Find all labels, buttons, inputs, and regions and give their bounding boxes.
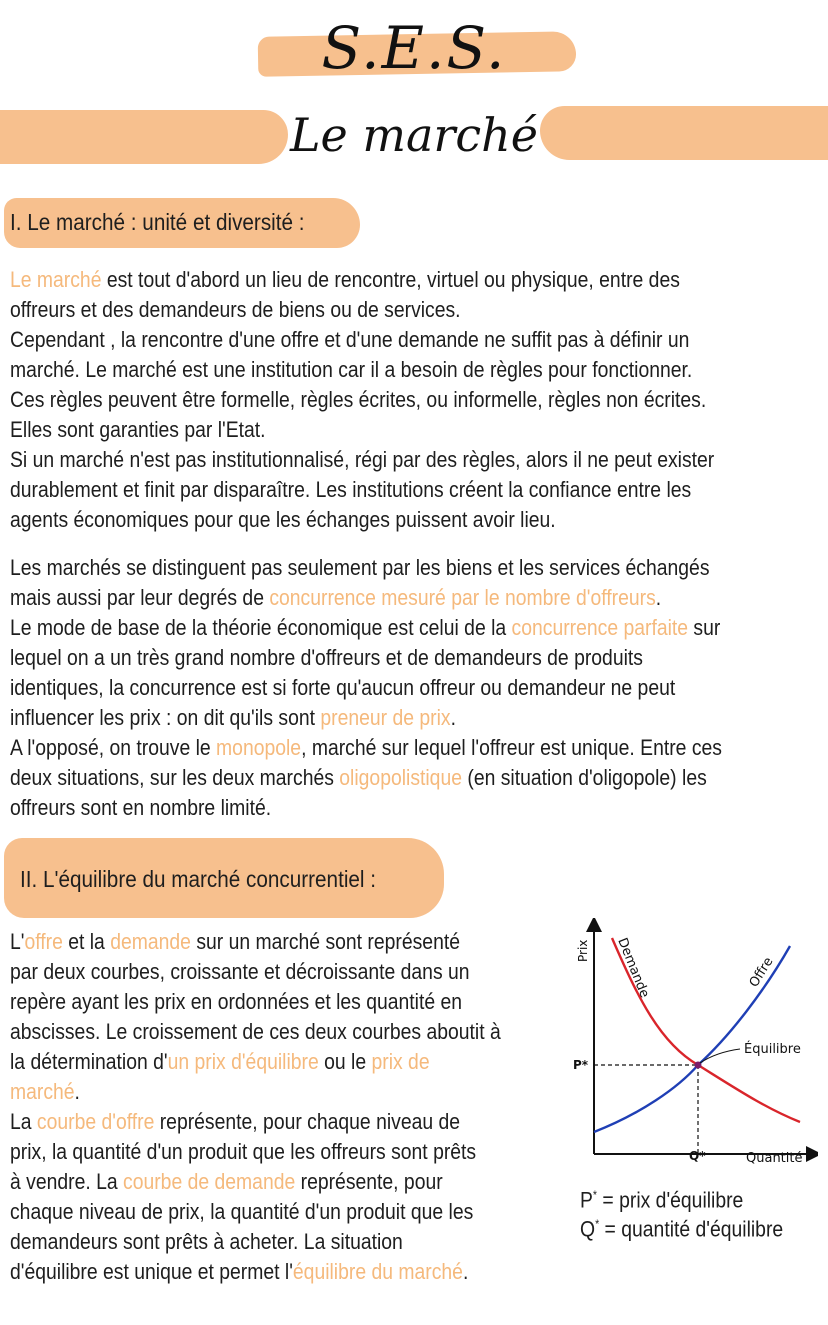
demand-label: Demande xyxy=(614,935,652,1001)
term-concurrence-parfaite: concurrence parfaite xyxy=(511,615,689,640)
page-title: S.E.S. xyxy=(321,14,507,82)
quantity-tick-label: Q* xyxy=(689,1149,706,1163)
term-le-marche: Le marché xyxy=(10,267,102,292)
term-oligopolistique: oligopolistique xyxy=(339,765,462,790)
term-monopole: monopole xyxy=(216,735,302,760)
x-axis-label: Quantité xyxy=(746,1151,803,1166)
supply-demand-chart xyxy=(560,918,818,1172)
chart-legend-quantity: Q* = quantité d'équilibre xyxy=(580,1216,784,1242)
page-subtitle: Le marché xyxy=(289,108,539,162)
term-demande: demande xyxy=(110,929,191,954)
section1-paragraph2: Les marchés se distinguent pas seulement par les biens et les services échangés mais aussi par leur degrés de concurrence mesuré par le nombre d'offreurs. Le mode de base de la théorie économique est celui de la concurrence parfaite sur lequel on a un très grand nombre d'offreurs et de demandeurs de produits identiques, la concurrence est si forte qu'aucun offreur ou demandeur ne peut influencer les prix : on dit qu'ils sont preneur de prix. A l'opposé, on trouve le monopole, marché sur lequel l'offreur est unique. Entre ces deux situations, sur les deux marchés oligopolistique (en situation d'oligopole) les offreurs sont en nombre limité. xyxy=(10,555,722,820)
term-courbe-offre: courbe d'offre xyxy=(36,1109,155,1134)
term-courbe-demande: courbe de demande xyxy=(123,1169,296,1194)
section1-title: I. Le marché : unité et diversité : xyxy=(10,209,305,235)
supply-label: Offre xyxy=(746,954,777,991)
term-equilibre-marche: équilibre du marché xyxy=(292,1259,463,1284)
section2-title: II. L'équilibre du marché concurrentiel : xyxy=(20,866,377,892)
term-prix-equilibre: un prix d'équilibre xyxy=(167,1049,319,1074)
term-prix-de: prix de xyxy=(371,1049,430,1074)
term-marche: marché xyxy=(10,1079,75,1104)
term-offre: offre xyxy=(24,929,63,954)
equilibrium-label: Équilibre xyxy=(744,1042,801,1057)
price-tick-label: P* xyxy=(573,1058,589,1072)
term-concurrence-mesuree: concurrence mesuré par le nombre d'offreurs xyxy=(269,585,656,610)
y-axis-label: Prix xyxy=(576,939,590,962)
section1-paragraph1: Le marché est tout d'abord un lieu de rencontre, virtuel ou physique, entre des offreurs et des demandeurs de biens ou de services. Cependant , la rencontre d'une offre et d'une demande ne suffit pas à définir un marché. Le marché est une institution car il a besoin de règles pour fonctionner. Ces règles peuvent être formelle, règles écrites, ou informelle, règles non écrites. Elles sont garanties par l'Etat. Si un marché n'est pas institutionnalisé, régi par des règles, alors il ne peut exister durablement et finit par disparaître. Les institutions créent la confiance entre les agents économiques pour que les échanges puissent avoir lieu. xyxy=(10,267,715,532)
term-preneur-de-prix: preneur de prix xyxy=(320,705,451,730)
section2-paragraph: L'offre et la demande sur un marché sont représenté par deux courbes, croissante et décroissante dans un repère ayant les prix en ordonnées et les quantité en abscisses. Le croissement de ces deux courbes aboutit à la détermination d'un prix d'équilibre ou le prix de marché. La courbe d'offre représente, pour chaque niveau de prix, la quantité d'un produit que les offreurs sont prêts à vendre. La courbe de demande représente, pour chaque niveau de prix, la quantité d'un produit que les demandeurs sont prêts à acheter. La situation d'équilibre est unique et permet l'équilibre du marché. xyxy=(10,929,501,1284)
chart-legend-price: P* = prix d'équilibre xyxy=(580,1187,744,1213)
